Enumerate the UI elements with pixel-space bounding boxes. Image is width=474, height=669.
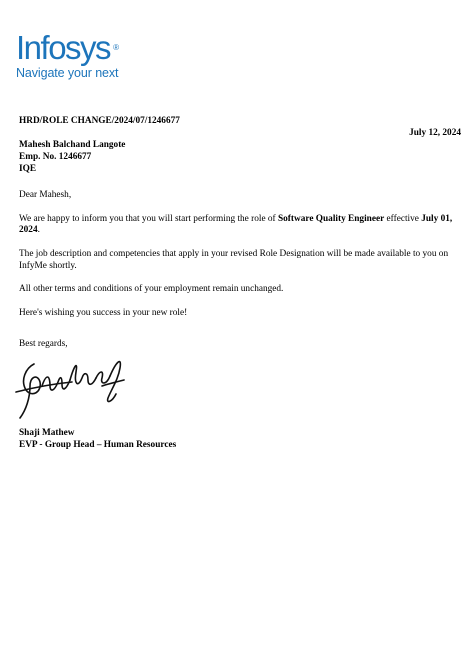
paragraph-terms: All other terms and conditions of your employment remain unchanged. (19, 284, 284, 295)
handwritten-signature (12, 352, 132, 424)
letter-body (19, 190, 462, 332)
infosys-logo (16, 29, 120, 80)
logo-brand (16, 29, 120, 66)
recipient-emp-no: Emp. No. 1246677 (19, 151, 92, 162)
signatory-title: EVP - Group Head – Human Resources (19, 439, 177, 450)
para1-text-after: . (37, 225, 40, 236)
letter-date: July 12, 2024 (409, 128, 461, 138)
paragraph-job-description: The job description and competencies that apply in your revised Role Designation will be made available to you on InfyMe shortly. (19, 248, 449, 271)
logo-brand-text: Infosys (16, 29, 111, 66)
recipient-block (19, 140, 462, 175)
reference-number: HRD/ROLE CHANGE/2024/07/1246677 (19, 116, 180, 126)
signatory-name: Shaji Mathew (19, 428, 75, 438)
new-role: Software Quality Engineer (277, 213, 385, 224)
effective-date: July 01, 2024 (19, 213, 453, 236)
recipient-name: Mahesh Balchand Langote (19, 140, 126, 150)
salutation: Dear Mahesh, (19, 190, 72, 200)
paragraph-wishes: Here's wishing you success in your new role! (19, 307, 188, 318)
paragraph-role-change (19, 214, 462, 238)
signatory-block (19, 428, 462, 452)
para1-text-before: We are happy to inform you that you will start performing the role of (19, 213, 278, 224)
logo-tagline: Navigate your next (16, 66, 119, 80)
closing: Best regards, (19, 339, 68, 349)
logo-registered-mark: ® (113, 43, 120, 52)
recipient-unit: IQE (19, 163, 37, 174)
para1-text-middle: effective (384, 213, 422, 224)
